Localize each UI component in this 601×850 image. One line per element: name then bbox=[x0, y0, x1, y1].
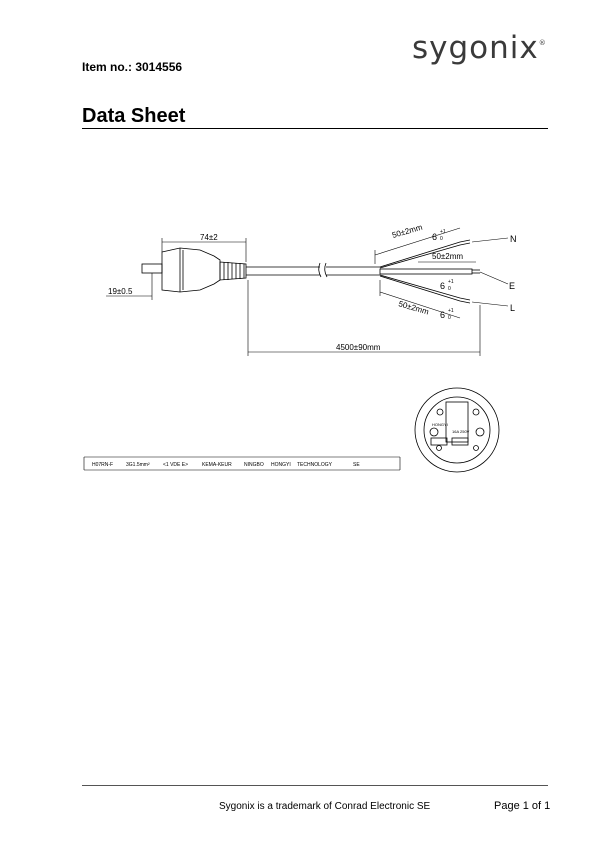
dim-end-e-tol-lo: 0 bbox=[448, 286, 451, 292]
page-number: Page 1 of 1 bbox=[494, 800, 551, 812]
dim-end-n-tol-lo: 0 bbox=[440, 236, 443, 242]
marking-cell: TECHNOLOGY bbox=[297, 462, 333, 468]
wire-e-striped bbox=[380, 269, 472, 274]
wire-label-n: N bbox=[510, 234, 517, 244]
plug-face-rating: 16A 250V bbox=[452, 429, 470, 434]
item-number: Item no.: 3014556 bbox=[82, 60, 183, 74]
page-title: Data Sheet bbox=[82, 105, 186, 127]
dim-strip-e: 50±2mm bbox=[432, 252, 464, 261]
footer-trademark: Sygonix is a trademark of Conrad Electronic SE bbox=[219, 801, 431, 812]
wire-label-e: E bbox=[509, 281, 516, 291]
dim-total-length: 4500±90mm bbox=[336, 343, 381, 352]
registered-mark: ® bbox=[538, 38, 547, 47]
marking-cell: H07RN-F bbox=[92, 462, 114, 468]
marking-cell: 3G1.5mm² bbox=[126, 462, 150, 468]
plug-pin bbox=[142, 264, 162, 273]
plug-face-center bbox=[446, 402, 468, 442]
cable-break bbox=[319, 263, 327, 277]
dim-end-l-tol-lo: 0 bbox=[448, 315, 451, 321]
dim-strip-n: 50±2mm bbox=[391, 222, 424, 240]
dim-end-l-tol-up: +1 bbox=[448, 308, 454, 314]
footer-divider bbox=[82, 785, 548, 786]
marking-cell: SE bbox=[353, 462, 360, 468]
dim-end-l: 6 bbox=[440, 310, 446, 320]
dim-end-n: 6 bbox=[432, 232, 438, 242]
marking-cell: KEMA-KEUR bbox=[202, 462, 232, 468]
dim-end-e-tol-up: +1 bbox=[448, 279, 454, 285]
dim-pin-diameter: 19±0.5 bbox=[108, 287, 133, 296]
marking-cell: <1 VDE E> bbox=[163, 462, 189, 468]
wire-label-l: L bbox=[510, 303, 516, 313]
brand-name: sygonix bbox=[412, 30, 539, 66]
marking-cell: NINGBO bbox=[244, 462, 264, 468]
dim-plug-length: 74±2 bbox=[200, 233, 218, 242]
marking-cell: HONGYI bbox=[271, 462, 291, 468]
dim-strip-l: 50±2mm bbox=[397, 299, 430, 317]
plug-face-brand: HONGYI bbox=[432, 422, 448, 427]
dim-end-e: 6 bbox=[440, 281, 446, 291]
plug-body bbox=[162, 248, 220, 292]
dim-end-n-tol-up: +1 bbox=[440, 229, 446, 235]
